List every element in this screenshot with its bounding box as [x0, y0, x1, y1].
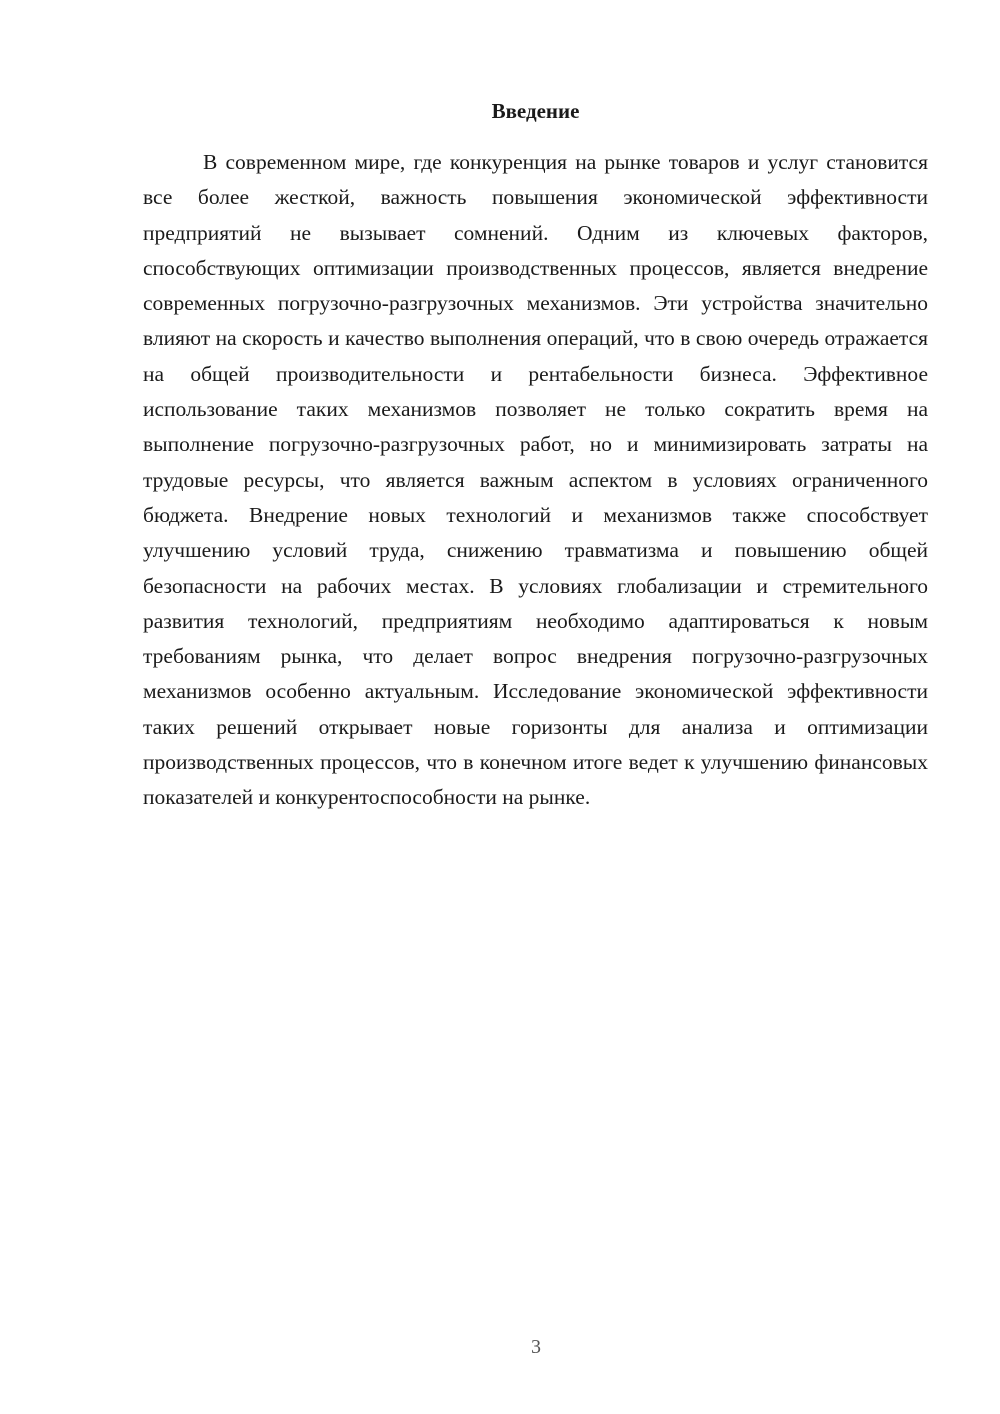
intro-paragraph: В современном мире, где конкуренция на рынке товаров и услуг становится все более жесткой, важность повышения экономической эффективности предприятий не вызывает сомнений. Одним из ключевых факторов, способствующих оптимизации производственных процессов, является внедрение современных погрузочно-разгрузочных механизмов. Эти устройства значительно влияют на скорость и качество выполнения операций, что в свою очередь отражается на общей производительности и рентабельности бизнеса. Эффективное использование таких механизмов позволяет не только сократить время на выполнение погрузочно-разгрузочных работ, но и минимизировать затраты на трудовые ресурсы, что является важным аспектом в условиях ограниченного бюджета. Внедрение новых технологий и механизмов также способствует улучшению условий труда, снижению травматизма и повышению общей безопасности на рабочих местах. В условиях глобализации и стремительного развития технологий, предприятиям необходимо адаптироваться к новым требованиям рынка, что делает вопрос внедрения погрузочно-разгрузочных механизмов особенно актуальным. Исследование экономической эффективности таких решений открывает новые горизонты для анализа и оптимизации производственных процессов, что в конечном итоге ведет к улучшению финансовых показателей и конкурентоспособности на рынке.	[143, 150, 928, 810]
page-number: 3	[531, 1336, 541, 1358]
section-heading: Введение	[491, 99, 580, 123]
